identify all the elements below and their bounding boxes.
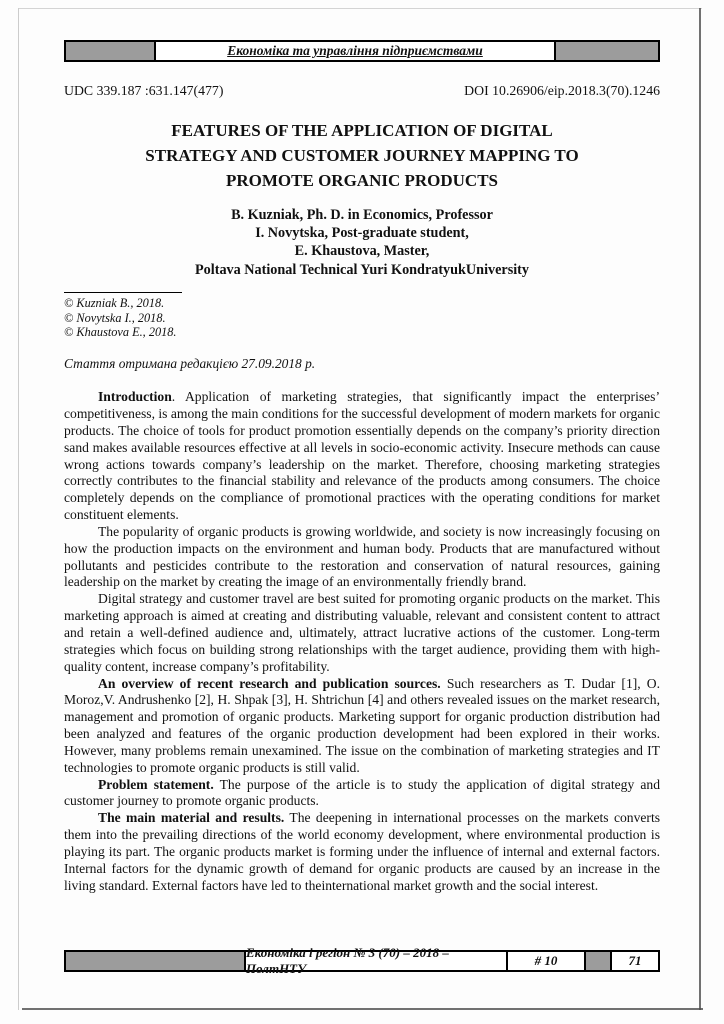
- journal-footer-bar: [64, 945, 660, 976]
- article-title-line: FEATURES OF THE APPLICATION OF DIGITAL: [171, 121, 553, 140]
- copyright-line: © Novytska I., 2018.: [64, 310, 166, 325]
- footer-journal-line: Економіка і регіон № 3 (70) – 2018 – ПолтНТУ: [246, 945, 449, 976]
- received-date-line: Стаття отримана редакцією 27.09.2018 р.: [64, 356, 316, 372]
- footer-page-number: 71: [628, 953, 642, 968]
- author-line: B. Kuzniak, Ph. D. in Economics, Professor: [231, 207, 493, 223]
- affiliation-line: Poltava National Technical Yuri KondratyukUniversity: [195, 261, 529, 278]
- article-title: [64, 118, 660, 193]
- copyright-block: [64, 292, 660, 340]
- article-body: [64, 389, 660, 894]
- paragraph-lead: An overview of recent research and publication sources.: [98, 675, 441, 691]
- footer-issue-marker: # 10: [506, 952, 586, 970]
- copyright-line: © Khaustova E., 2018.: [64, 325, 177, 340]
- footer-gray-block-left: [66, 952, 246, 970]
- paragraph-text: Digital strategy and customer travel are best suited for promoting organic products on the market. This marketing approach is aimed at creating and distributing valuable, relevant and consistent content to attract and retain a well-defined audience and, ultimately, attract lucrative actions of the customer. Long-term strategies which focus on building strong relationships with the target audience, providing them with high-quality content, increase company’s profitability.: [64, 591, 660, 674]
- page-content: [64, 40, 660, 895]
- copyright-line: © Kuzniak B., 2018.: [64, 295, 165, 310]
- footnote-rule: [64, 292, 182, 293]
- journal-section-title: Економіка та управління підприємствами: [156, 42, 554, 60]
- paragraph-text: Such researchers as T. Dudar [1], O. Moroz,V. Andrushenko [2], H. Shpak [3], H. Shtrichun [4] and others revealed issues on the market research, management and promotion of organic products. Marketing support for organic production distribution had been analyzed and features of the organic production development had been explored in their works. However, many problems remain unexamined. The issue on the combination of marketing strategies and IT technologies to promote organic products is still valid.: [64, 675, 660, 775]
- scan-edge-left: [18, 8, 19, 1010]
- journal-header-bar: [64, 40, 660, 62]
- scan-edge-bottom: [22, 1008, 703, 1010]
- paragraph-lead: The main material and results.: [98, 810, 285, 826]
- doi-code: DOI 10.26906/eip.2018.3(70).1246: [464, 83, 660, 98]
- meta-row: [64, 83, 660, 99]
- paragraph-text: . Application of marketing strategies, that significantly impact the enterprises’ competitiveness, is among the main conditions for the successful development of modern markets for organic products. The choice of tools for product promotion essentially depends on the company’s priority direction sand makes available resources effective at all levels in socio-economic activity. Insecure methods can cause wrong actions towards company’s leadership on the market. Therefore, choosing marketing strategies correctly contributes to the financial stability and relevance of the products among consumers. The choice completely depends on the compliance of promotional practices with the operating conditions for market constituent elements.: [64, 389, 660, 523]
- paragraph-main-material: [64, 810, 660, 894]
- paragraph-text: The deepening in international processes on the markets converts them into the prevailing directions of the world economy development, where environmental production is playing its part. The organic products market is forming under the influence of internal and external factors. Internal factors for the dynamic growth of demand for organic products are caused by an increase in the living standard. External factors have led to theinternational market growth and the social interest.: [64, 810, 661, 893]
- paragraph-lead: Problem statement.: [98, 776, 214, 792]
- paragraph-text: The popularity of organic products is growing worldwide, and society is now increasingly focusing on how the production impacts on the environment and human body. Products that are manufactured without pollutants and pesticides contribute to the restoration and conservation of natural resources, gaining leadership on the market by creating the image of an environmentally friendly brand.: [64, 523, 660, 590]
- author-line: E. Khaustova, Master,: [294, 243, 430, 260]
- authors-block: [64, 206, 660, 279]
- scan-edge-top: [18, 8, 702, 9]
- author-line: I. Novytska, Post-graduate student,: [255, 225, 469, 242]
- paragraph-overview: [64, 676, 660, 777]
- header-gray-block-right: [554, 42, 658, 60]
- paragraph-lead: Introduction: [98, 389, 172, 405]
- scan-edge-right: [699, 8, 701, 1010]
- paragraph: [64, 591, 660, 675]
- paragraph-problem-statement: [64, 777, 660, 811]
- udc-code: UDC 339.187 :631.147(477): [64, 83, 224, 98]
- paragraph-text: The purpose of the article is to study the application of digital strategy and customer journey to promote organic products.: [64, 776, 660, 809]
- article-title-line: PROMOTE ORGANIC PRODUCTS: [225, 171, 498, 190]
- paragraph: [64, 524, 660, 591]
- footer-gray-block-right: [586, 952, 612, 970]
- header-gray-block-left: [66, 42, 156, 60]
- article-title-line: STRATEGY AND CUSTOMER JOURNEY MAPPING TO: [145, 146, 579, 165]
- paragraph-introduction: [64, 389, 660, 524]
